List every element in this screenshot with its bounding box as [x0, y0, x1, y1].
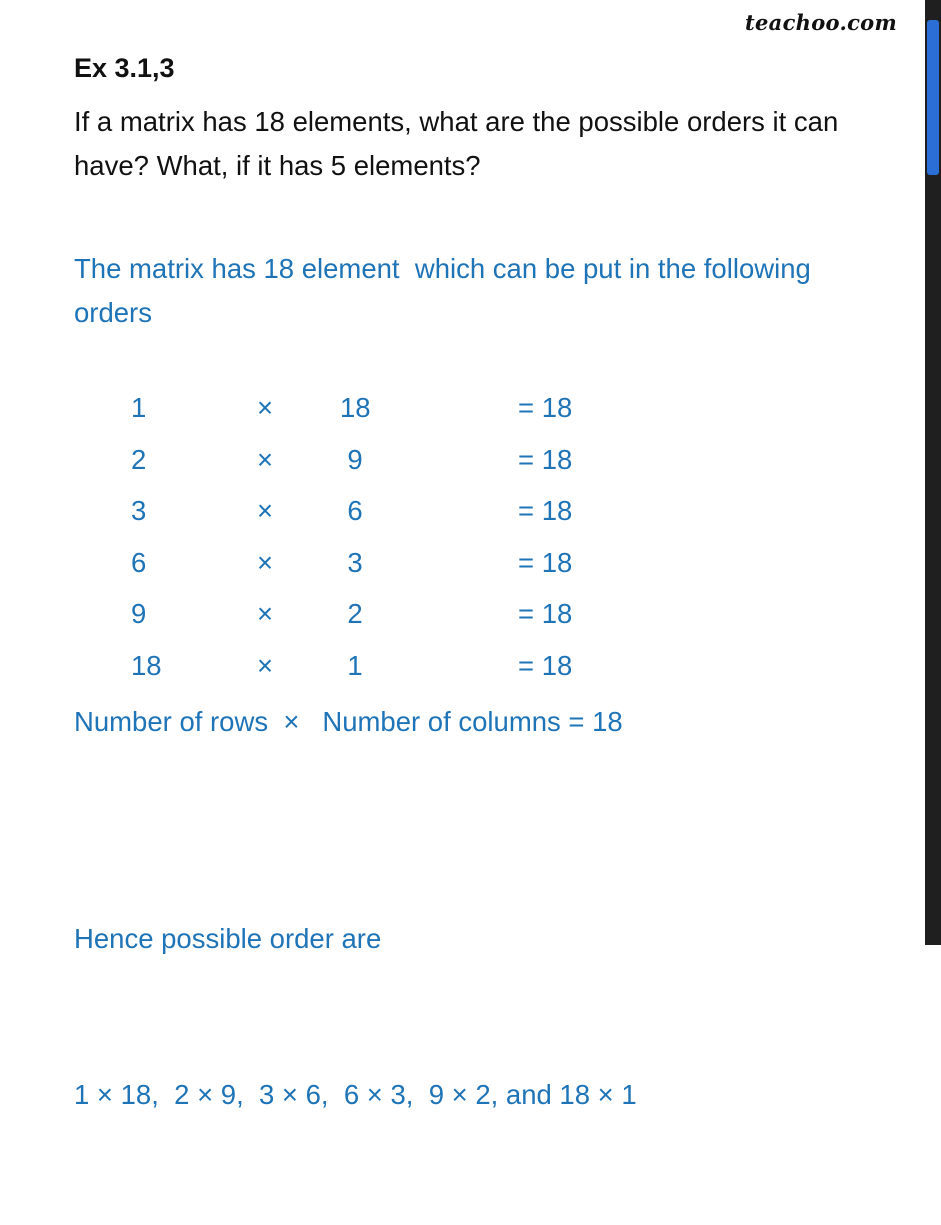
exercise-title: Ex 3.1,3 [74, 53, 175, 83]
question-text [74, 100, 904, 188]
order-product: = 18 [518, 392, 573, 423]
orders-table [0, 392, 800, 702]
summary-equation: Number of rows × Number of columns = 18 [74, 706, 623, 737]
order-product: = 18 [518, 598, 573, 630]
order-rows-value: 18 [131, 649, 162, 681]
order-rows-value: 3 [131, 495, 147, 527]
order-row [0, 392, 800, 444]
order-product: = 18 [518, 546, 573, 578]
order-rows-value: 1 [131, 392, 147, 423]
times-sign: × [257, 598, 274, 630]
order-row [0, 547, 800, 599]
order-rows-value: 6 [131, 546, 147, 578]
answer-intro [74, 247, 904, 335]
times-sign: × [257, 546, 274, 578]
intro-line: orders [74, 297, 152, 328]
order-rows-value: 9 [131, 598, 147, 630]
times-sign: × [257, 649, 274, 681]
order-row [0, 650, 800, 702]
vertical-scrollbar[interactable] [925, 0, 941, 945]
question-line: have? What, if it has 5 elements? [74, 150, 481, 181]
intro-line: The matrix has 18 element which can be put in the following [74, 253, 811, 284]
order-cols-value: 3 [347, 546, 363, 578]
teachoo-watermark: teachoo.com [745, 10, 897, 35]
order-cols-value: 6 [347, 495, 363, 527]
times-sign: × [257, 443, 274, 475]
order-rows-value: 2 [131, 443, 147, 475]
question-line: If a matrix has 18 elements, what are the possible orders it can [74, 106, 839, 137]
order-row [0, 444, 800, 496]
order-row [0, 598, 800, 650]
conclusion-line: Hence possible order are [74, 923, 382, 954]
times-sign: × [257, 495, 274, 527]
order-cols-value: 9 [347, 443, 363, 475]
order-cols-value: 2 [347, 598, 363, 630]
conclusion-orders: 1 × 18, 2 × 9, 3 × 6, 6 × 3, 9 × 2, and 18 × 1 [74, 1079, 637, 1110]
order-product: = 18 [518, 649, 573, 681]
order-cols-value: 18 [340, 392, 371, 423]
scrollbar-thumb[interactable] [927, 20, 939, 175]
order-row [0, 495, 800, 547]
order-product: = 18 [518, 443, 573, 475]
times-sign: × [257, 392, 274, 423]
order-cols-value: 1 [347, 649, 363, 681]
conclusion [74, 809, 637, 1225]
order-product: = 18 [518, 495, 573, 527]
